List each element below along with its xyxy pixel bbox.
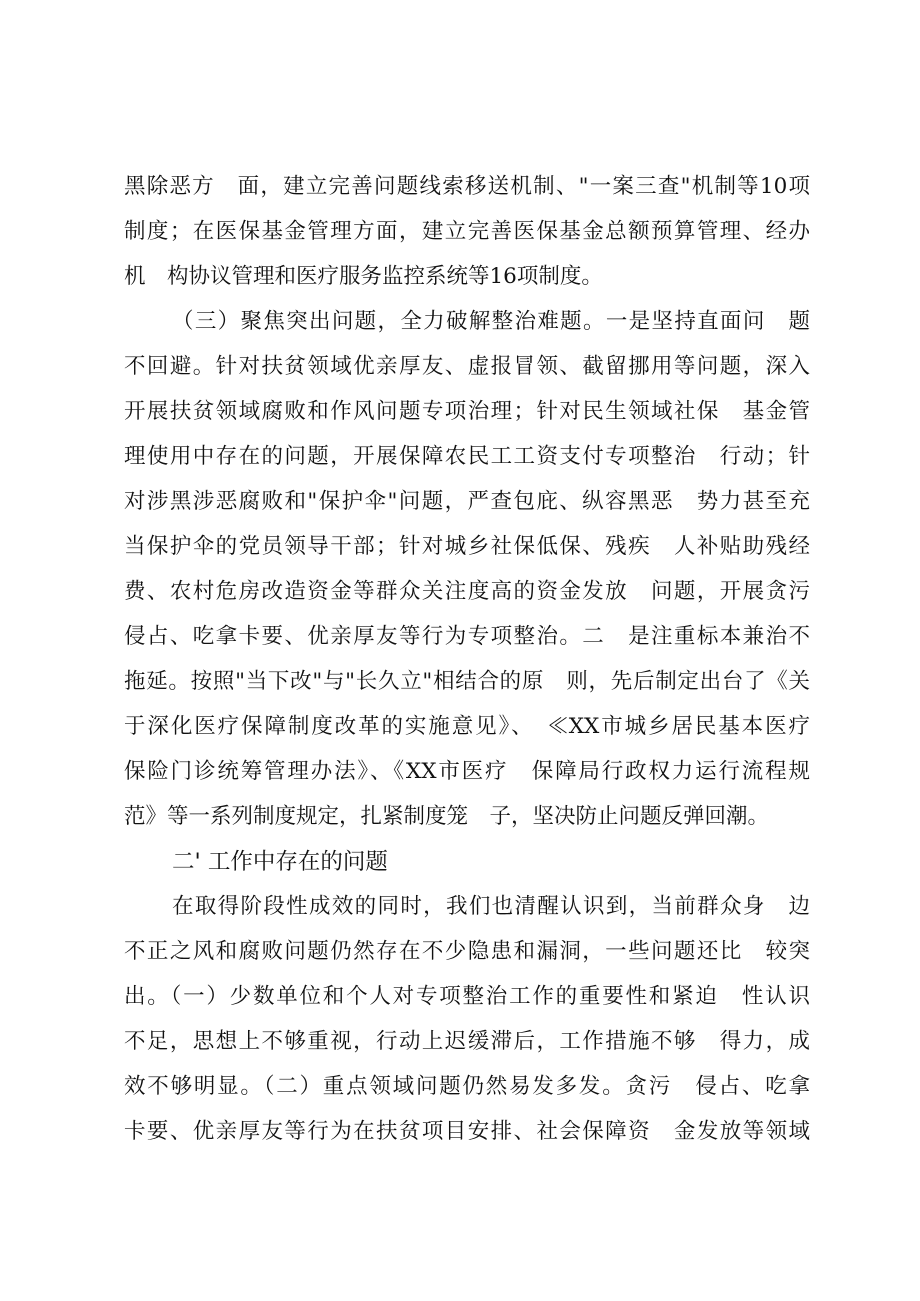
section-heading: 二' 工作中存在的问题 xyxy=(172,849,388,875)
body-text-line: 范》等一系列制度规定，扎紧制度笼 子，坚决防止问题反弹回潮。 xyxy=(124,804,770,829)
body-text-line: 对涉黑涉恶腐败和"保护伞"问题，严查包庇、纵容黑恶 势力甚至充 xyxy=(124,489,810,514)
body-text-line: （三）聚焦突出问题，全力破解整治难题。一是坚持直面问 题 xyxy=(172,309,810,334)
body-text-line: 开展扶贫领域腐败和作风问题专项治理；针对民生领域社保 基金管 xyxy=(124,399,810,424)
body-text-line: 费、农村危房改造资金等群众关注度高的资金发放 问题，开展贪污 xyxy=(124,579,810,604)
body-text-line: 不回避。针对扶贫领域优亲厚友、虚报冒领、截留挪用等问题，深入 xyxy=(124,354,810,379)
body-text-line: 机 构协议管理和医疗服务监控系统等16项制度。 xyxy=(124,264,603,289)
body-text-line: 出。（一）少数单位和个人对专项整治工作的重要性和紧迫 性认识 xyxy=(124,984,810,1009)
body-text-line: 理使用中存在的问题，开展保障农民工工资支付专项整治 行动；针 xyxy=(124,444,810,469)
body-text-line: 黑除恶方 面，建立完善问题线索移送机制、"一案三查"机制等10项 xyxy=(124,174,810,199)
body-text-line: 于深化医疗保障制度改革的实施意见》、 ≪XX市城乡居民基本医疗 xyxy=(124,714,810,739)
body-text-line: 保险门诊统筹管理办法》、《XX市医疗 保障局行政权力运行流程规 xyxy=(124,759,810,784)
body-text-line: 拖延。按照"当下改"与"长久立"相结合的原 则，先后制定出台了《关 xyxy=(124,669,810,694)
body-text-line: 制度；在医保基金管理方面，建立完善医保基金总额预算管理、经办 xyxy=(124,219,810,244)
body-text-line: 在取得阶段性成效的同时，我们也清醒认识到，当前群众身 边 xyxy=(172,894,810,919)
body-text-line: 卡要、优亲厚友等行为在扶贫项目安排、社会保障资 金发放等领域 xyxy=(124,1119,810,1144)
body-text-line: 当保护伞的党员领导干部；针对城乡社保低保、残疾 人补贴助残经 xyxy=(124,534,810,559)
body-text-line: 不足，思想上不够重视，行动上迟缓滞后，工作措施不够 得力，成 xyxy=(124,1029,810,1054)
body-text-line: 不正之风和腐败问题仍然存在不少隐患和漏洞，一些问题还比 较突 xyxy=(124,939,810,964)
body-text-line: 侵占、吃拿卡要、优亲厚友等行为专项整治。二 是注重标本兼治不 xyxy=(124,624,810,649)
body-text-line: 效不够明显。（二）重点领域问题仍然易发多发。贪污 侵占、吃拿 xyxy=(124,1074,810,1099)
